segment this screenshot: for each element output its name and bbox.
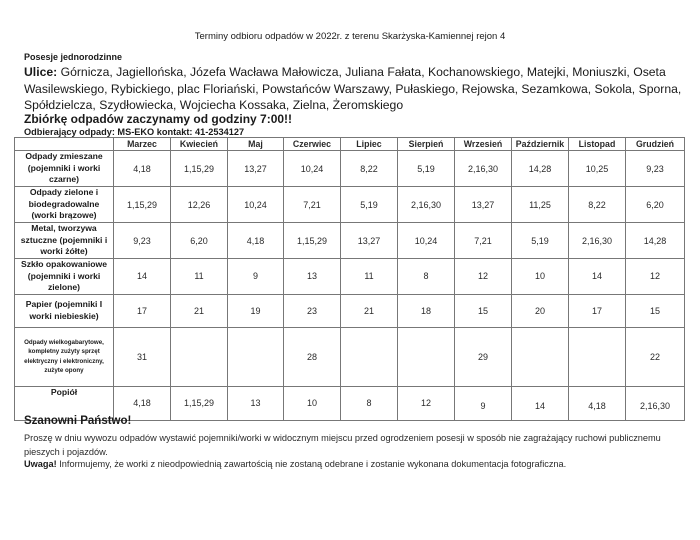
date-cell: 13	[284, 259, 341, 295]
date-cell: 28	[284, 327, 341, 386]
table-row	[15, 259, 685, 295]
month-header: Czerwiec	[284, 138, 341, 151]
streets-label: Ulice:	[24, 65, 58, 79]
date-cell: 13,27	[455, 187, 512, 223]
date-cell	[398, 327, 455, 386]
section-label: Posesje jednorodzinne	[24, 52, 123, 62]
date-cell: 23	[284, 294, 341, 327]
greeting: Szanowni Państwo!	[24, 415, 132, 427]
table-row	[15, 187, 685, 223]
date-cell: 13,27	[341, 223, 398, 259]
date-cell: 11	[341, 259, 398, 295]
month-header: Lipiec	[341, 138, 398, 151]
date-cell: 20	[512, 294, 569, 327]
info-paragraph: Proszę w dniu wywozu odpadów wystawić pojemniki/worki w widocznym miejscu przed ogrodzeniem posesji w sposób nie zagrażający ruchowi publicznemu pieszych i pojazdów.	[24, 433, 661, 457]
date-cell: 2,16,30	[455, 151, 512, 187]
streets-paragraph	[24, 64, 684, 114]
category-cell: Odpady wielkogabarytowe, kompletny zużyty sprzęt elektryczny i elektroniczny, zużyte opony	[15, 327, 114, 386]
month-header: Wrzesień	[455, 138, 512, 151]
date-cell	[512, 327, 569, 386]
collection-schedule-table	[14, 137, 685, 421]
date-cell: 8	[398, 259, 455, 295]
category-cell: Odpady zielone i biodegradowalne (worki brązowe)	[15, 187, 114, 223]
warning-label: Uwaga!	[24, 459, 57, 469]
date-cell: 13,27	[228, 151, 284, 187]
date-cell: 21	[341, 294, 398, 327]
date-cell: 4,18	[114, 386, 171, 420]
category-cell: Metal, tworzywa sztuczne (pojemniki i worki żółte)	[15, 223, 114, 259]
date-cell: 2,16,30	[398, 187, 455, 223]
date-cell: 17	[569, 294, 626, 327]
date-cell: 10	[512, 259, 569, 295]
date-cell: 29	[455, 327, 512, 386]
date-cell: 11	[171, 259, 228, 295]
date-cell: 9,23	[114, 223, 171, 259]
date-cell: 7,21	[284, 187, 341, 223]
date-cell: 14,28	[512, 151, 569, 187]
date-cell: 19	[228, 294, 284, 327]
date-cell	[569, 327, 626, 386]
collector-contact: Odbierający odpady: MS-EKO kontakt: 41-2534127	[24, 127, 245, 137]
date-cell: 1,15,29	[171, 151, 228, 187]
date-cell: 9	[455, 386, 512, 420]
category-cell: Papier (pojemniki I worki niebieskie)	[15, 294, 114, 327]
date-cell: 4,18	[114, 151, 171, 187]
category-cell: Szkło opakowaniowe (pojemniki i worki zielone)	[15, 259, 114, 295]
date-cell: 1,15,29	[171, 386, 228, 420]
date-cell: 22	[626, 327, 685, 386]
table-row	[15, 151, 685, 187]
date-cell: 14,28	[626, 223, 685, 259]
date-cell: 13	[228, 386, 284, 420]
date-cell: 12	[398, 386, 455, 420]
date-cell: 8	[341, 386, 398, 420]
date-cell: 17	[114, 294, 171, 327]
date-cell: 10	[284, 386, 341, 420]
date-cell	[341, 327, 398, 386]
date-cell: 5,19	[398, 151, 455, 187]
date-cell: 6,20	[626, 187, 685, 223]
date-cell: 12,26	[171, 187, 228, 223]
table-row	[15, 327, 685, 386]
date-cell: 31	[114, 327, 171, 386]
date-cell: 8,22	[341, 151, 398, 187]
date-cell: 10,24	[398, 223, 455, 259]
date-cell: 6,20	[171, 223, 228, 259]
date-cell: 14	[512, 386, 569, 420]
date-cell: 15	[455, 294, 512, 327]
start-time-note: Zbiórkę odpadów zaczynamy od godziny 7:00!!	[24, 112, 293, 126]
date-cell: 5,19	[512, 223, 569, 259]
date-cell: 2,16,30	[626, 386, 685, 420]
month-header: Maj	[228, 138, 284, 151]
date-cell: 4,18	[569, 386, 626, 420]
date-cell	[228, 327, 284, 386]
category-cell: Odpady zmieszane (pojemniki i worki czarne)	[15, 151, 114, 187]
month-header: Kwiecień	[171, 138, 228, 151]
date-cell: 10,24	[284, 151, 341, 187]
date-cell: 11,25	[512, 187, 569, 223]
date-cell: 7,21	[455, 223, 512, 259]
month-header: Październik	[512, 138, 569, 151]
date-cell: 9	[228, 259, 284, 295]
date-cell: 15	[626, 294, 685, 327]
date-cell: 10,25	[569, 151, 626, 187]
date-cell: 14	[569, 259, 626, 295]
date-cell: 5,19	[341, 187, 398, 223]
date-cell: 10,24	[228, 187, 284, 223]
date-cell: 8,22	[569, 187, 626, 223]
month-header: Sierpień	[398, 138, 455, 151]
date-cell: 1,15,29	[114, 187, 171, 223]
date-cell: 2,16,30	[569, 223, 626, 259]
document-title: Terminy odbioru odpadów w 2022r. z terenu Skarżyska-Kamiennej rejon 4	[194, 31, 506, 42]
table-row	[15, 223, 685, 259]
date-cell: 21	[171, 294, 228, 327]
date-cell: 12	[626, 259, 685, 295]
warning-paragraph	[24, 459, 566, 469]
month-header: Grudzień	[626, 138, 685, 151]
warning-text: Informujemy, że worki z nieodpowiednią zawartością nie zostaną odebrane i zostanie wykonana dokumentacja fotograficzna.	[59, 459, 567, 469]
category-cell: Popiół	[15, 386, 114, 420]
month-header: Marzec	[114, 138, 171, 151]
date-cell: 9,23	[626, 151, 685, 187]
date-cell: 12	[455, 259, 512, 295]
date-cell: 4,18	[228, 223, 284, 259]
date-cell: 1,15,29	[284, 223, 341, 259]
month-header: Listopad	[569, 138, 626, 151]
corner-cell	[15, 138, 114, 151]
date-cell	[171, 327, 228, 386]
date-cell: 18	[398, 294, 455, 327]
table-row	[15, 294, 685, 327]
header-row	[15, 138, 685, 151]
date-cell: 14	[114, 259, 171, 295]
streets-list: Górnicza, Jagiellońska, Józefa Wacława Małowicza, Juliana Fałata, Kochanowskiego, Matejki, Moniuszki, Oseta Wasilewskiego, Rybickiego, plac Floriański, Powstańców Warszawy, Pułaskiego, Rejowska, Sezamkowa, Sokola, Sporna, Spółdzielcza, Szydłowiecka, Wojciecha Kossaka, Zielna, Żeromskiego	[24, 65, 682, 112]
